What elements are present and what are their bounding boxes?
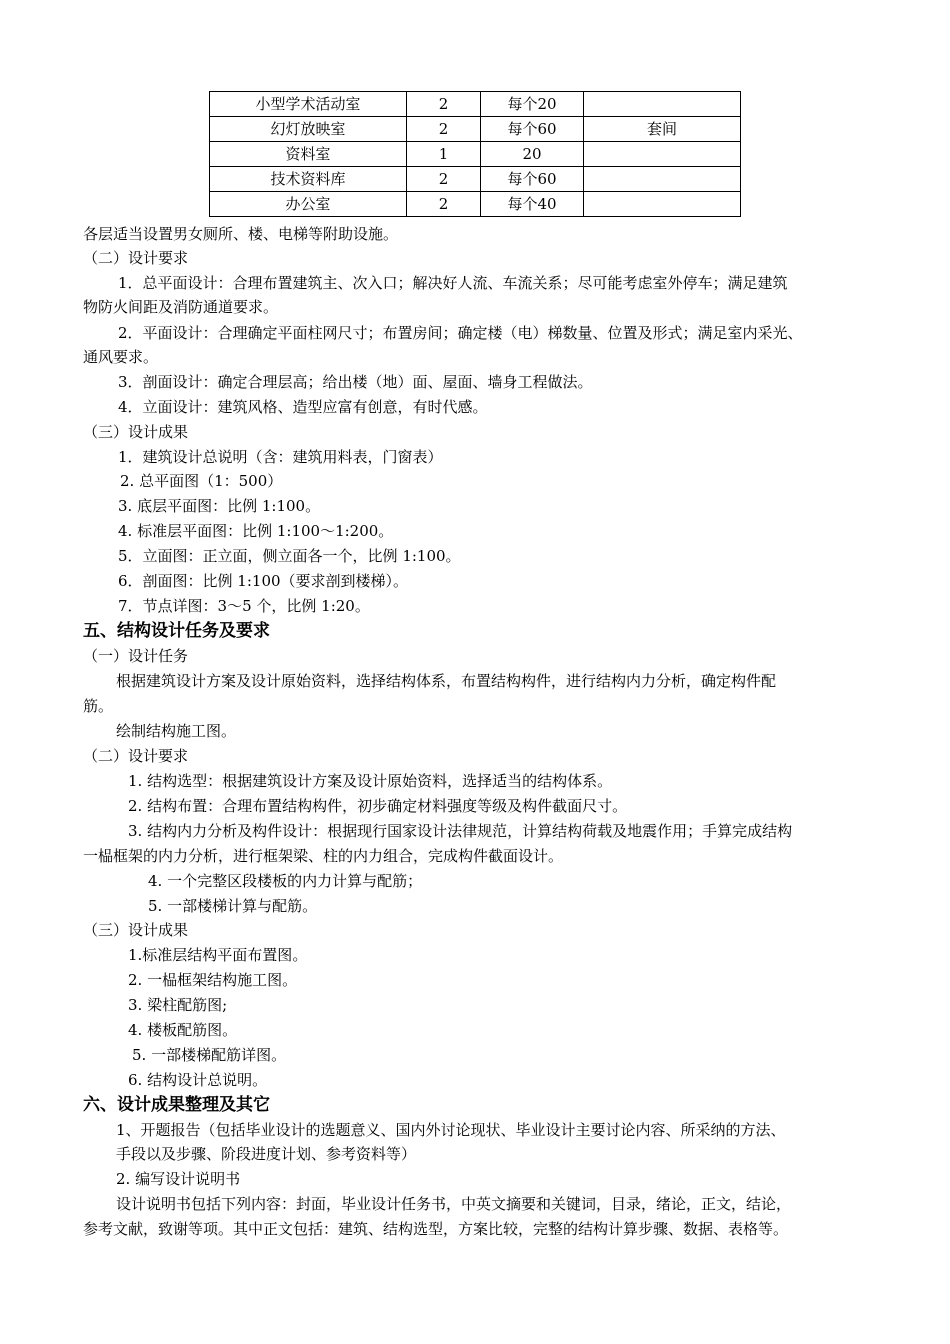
arch-req-2b: 通风要求。 (83, 348, 159, 366)
room-name-cell: 小型学术活动室 (210, 92, 407, 117)
room-note-cell (584, 192, 741, 217)
other-p2: 2. 编写设计说明书 (116, 1170, 241, 1188)
struct-out-title: （三）设计成果 (83, 921, 189, 939)
room-name-cell: 幻灯放映室 (210, 117, 407, 142)
other-p3b: 参考文献，致谢等项。其中正文包括：建筑、结构选型，方案比较，完整的结构计算步骤、数据、表格等。 (83, 1220, 789, 1238)
table-row (210, 167, 741, 192)
struct-req-1: 1. 结构选型：根据建筑设计方案及设计原始资料，选择适当的结构体系。 (128, 772, 613, 790)
arch-out-5: 5．立面图：正立面，侧立面各一个，比例 1:100。 (118, 547, 461, 565)
struct-req-4: 4. 一个完整区段楼板的内力计算与配筋； (148, 872, 423, 890)
room-note-cell: 套间 (584, 117, 741, 142)
other-p1a: 1、开题报告（包括毕业设计的选题意义、国内外讨论现状、毕业设计主要讨论内容、所采纳的方法、 (116, 1121, 786, 1139)
struct-task-1a: 根据建筑设计方案及设计原始资料，选择结构体系，布置结构构件，进行结构内力分析，确定构件配 (116, 672, 777, 690)
struct-out-5: 5. 一部楼梯配筋详图。 (132, 1046, 287, 1064)
table-row (210, 117, 741, 142)
struct-out-3: 3. 梁柱配筋图; (128, 996, 228, 1014)
struct-out-2: 2. 一榀框架结构施工图。 (128, 971, 298, 989)
room-count-cell: 2 (407, 192, 481, 217)
room-count-cell: 2 (407, 167, 481, 192)
arch-req-3: 3．剖面设计：确定合理层高；给出楼（地）面、屋面、墙身工程做法。 (118, 373, 593, 391)
struct-req-3b: 一榀框架的内力分析，进行框架梁、柱的内力组合，完成构件截面设计。 (83, 847, 564, 865)
struct-task-title: （一）设计任务 (83, 647, 189, 665)
arch-req-2a: 2．平面设计：合理确定平面柱网尺寸；布置房间；确定楼（电）梯数量、位置及形式；满足室内采光、 (118, 324, 803, 342)
struct-out-6: 6. 结构设计总说明。 (128, 1071, 268, 1089)
room-note-cell (584, 167, 741, 192)
arch-out-6: 6．剖面图：比例 1:100（要求剖到楼梯）。 (118, 572, 409, 590)
room-note-cell (584, 92, 741, 117)
other-p1b: 手段以及步骤、阶段进度计划、参考资料等） (116, 1145, 417, 1163)
room-area-cell: 每个20 (481, 92, 584, 117)
struct-task-1b: 筋。 (83, 697, 114, 715)
room-area-cell: 20 (481, 142, 584, 167)
struct-req-2: 2. 结构布置：合理布置结构构件，初步确定材料强度等级及构件截面尺寸。 (128, 797, 628, 815)
struct-out-1: 1.标准层结构平面布置图。 (128, 946, 308, 964)
room-table (209, 91, 741, 217)
table-row (210, 192, 741, 217)
arch-req-4: 4．立面设计：建筑风格、造型应富有创意，有时代感。 (118, 398, 488, 416)
room-area-cell: 每个60 (481, 167, 584, 192)
arch-out-7: 7．节点详图：3～5 个，比例 1:20。 (118, 597, 370, 615)
struct-req-5: 5. 一部楼梯计算与配筋。 (148, 897, 318, 915)
struct-req-3a: 3. 结构内力分析及构件设计：根据现行国家设计法律规范，计算结构荷载及地震作用；手算完成结构 (128, 822, 793, 840)
other-p3a: 设计说明书包括下列内容：封面，毕业设计任务书，中英文摘要和关键词，目录，绪论，正文，结论， (116, 1195, 792, 1213)
struct-task-2: 绘制结构施工图。 (116, 722, 237, 740)
other-heading: 六、设计成果整理及其它 (83, 1095, 270, 1115)
room-count-cell: 2 (407, 117, 481, 142)
arch-out-2: 2. 总平面图（1：500） (120, 472, 283, 490)
arch-out-4: 4. 标准层平面图：比例 1:100～1:200。 (118, 522, 394, 540)
arch-out-1: 1．建筑设计总说明（含：建筑用料表，门窗表） (118, 448, 443, 466)
arch-out-3: 3. 底层平面图：比例 1:100。 (118, 497, 321, 515)
room-area-cell: 每个60 (481, 117, 584, 142)
arch-req-1a: 1．总平面设计：合理布置建筑主、次入口；解决好人流、车流关系；尽可能考虑室外停车；满足建筑 (118, 274, 788, 292)
facilities-note: 各层适当设置男女厕所、楼、电梯等附助设施。 (83, 225, 399, 243)
struct-req-title: （二）设计要求 (83, 747, 189, 765)
table-row (210, 92, 741, 117)
room-area-cell: 每个40 (481, 192, 584, 217)
room-name-cell: 技术资料库 (210, 167, 407, 192)
room-count-cell: 2 (407, 92, 481, 117)
room-note-cell (584, 142, 741, 167)
room-count-cell: 1 (407, 142, 481, 167)
arch-out-title: （三）设计成果 (83, 423, 189, 441)
struct-out-4: 4. 楼板配筋图。 (128, 1021, 238, 1039)
room-name-cell: 资料室 (210, 142, 407, 167)
table-row (210, 142, 741, 167)
arch-req-title: （二）设计要求 (83, 249, 189, 267)
arch-req-1b: 物防火间距及消防通道要求。 (83, 298, 279, 316)
room-name-cell: 办公室 (210, 192, 407, 217)
struct-heading: 五、结构设计任务及要求 (83, 621, 270, 641)
